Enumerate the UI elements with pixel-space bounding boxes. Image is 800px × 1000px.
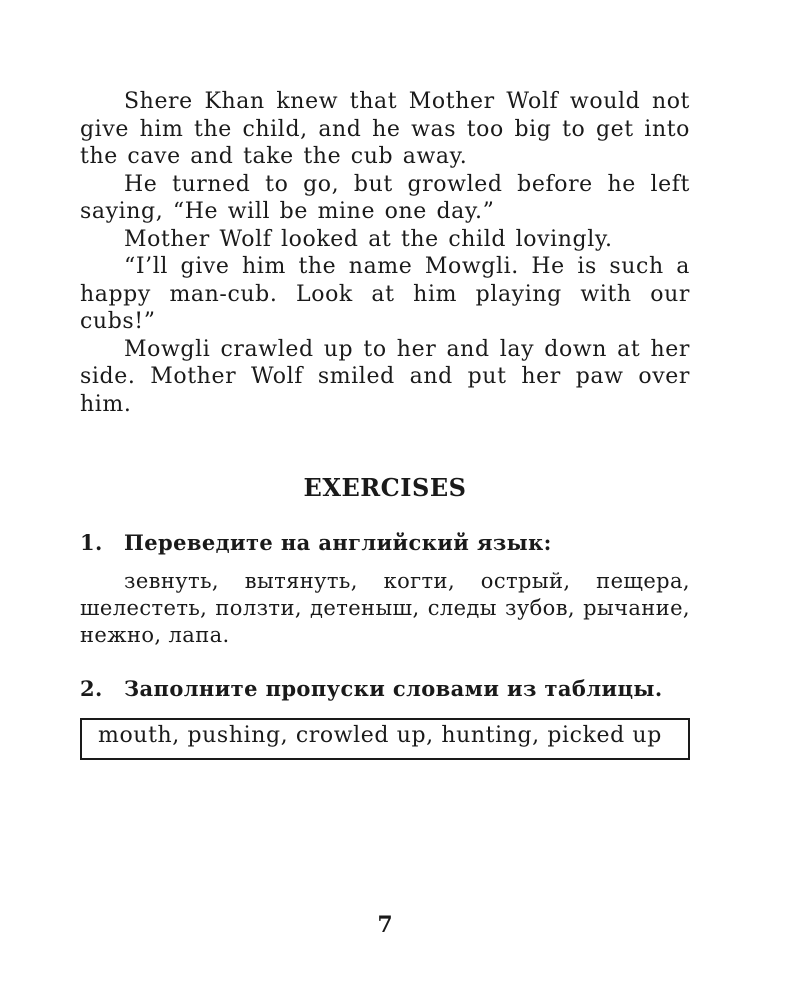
story-paragraph: Shere Khan knew that Mother Wolf would not give him the child, and he was too big to get into the cave and take the cub away. <box>80 89 690 169</box>
exercise-2-number: 2. <box>80 676 103 701</box>
exercise-2 <box>80 675 690 760</box>
exercises-heading: EXERCISES <box>303 473 467 502</box>
exercise-2-word-box: mouth, pushing, crowled up, hunting, picked up <box>80 718 690 760</box>
story-paragraph: Mother Wolf looked at the child lovingly. <box>124 226 613 252</box>
story-paragraph: “I’ll give him the name Mowgli. He is such a happy man-cub. Look at him playing with our cubs!” <box>80 254 690 334</box>
story-paragraph: Mowgli crawled up to her and lay down at her side. Mother Wolf smiled and put her paw over him. <box>80 336 690 417</box>
exercise-1-title <box>80 529 690 556</box>
story-paragraph: He turned to go, but growled before he left saying, “He will be mine one day.” <box>80 171 690 224</box>
exercise-1-number: 1. <box>80 530 103 555</box>
exercise-1-instruction: Переведите на английский язык: <box>124 530 552 555</box>
page-number: 7 <box>377 912 393 938</box>
exercise-2-title <box>80 675 690 702</box>
exercise-1 <box>80 529 690 649</box>
exercise-2-instruction: Заполните пропуски словами из таблицы. <box>124 676 663 701</box>
book-page <box>80 88 690 760</box>
story-text <box>80 88 690 418</box>
exercise-1-word-list: зевнуть, вытянуть, когти, острый, пещера, шелестеть, ползти, детеныш, следы зубов, рычание, нежно, лапа. <box>80 569 690 647</box>
